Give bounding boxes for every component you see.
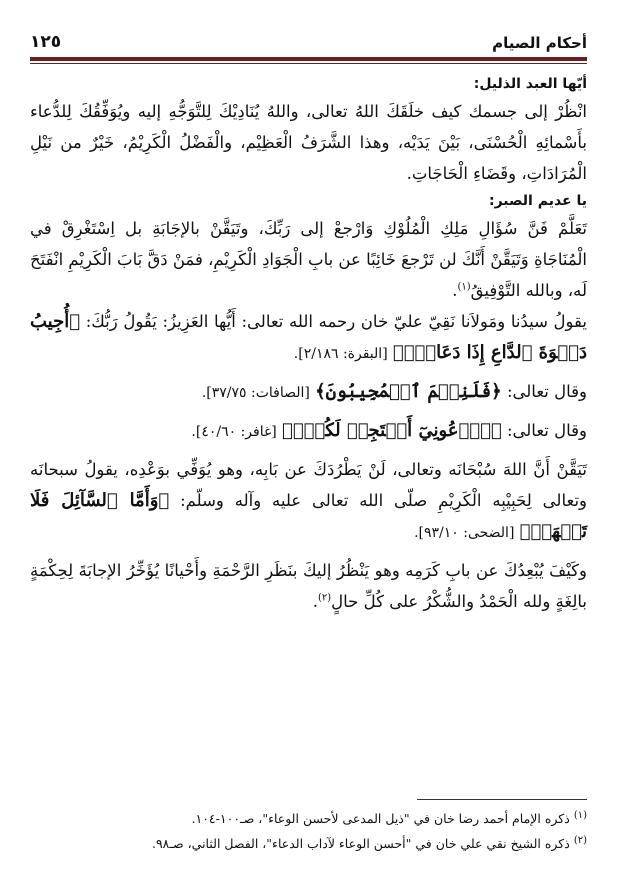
page-header xyxy=(30,22,587,52)
verse-reference-ghafir: [غافر: ٤٠/٦٠]. xyxy=(191,424,277,440)
quran-verse-duha: ﴿وَأَمَّا ٱلسَّآئِلَ فَلَا تَنۡهَرۡ﴾ xyxy=(30,490,587,542)
header-rule-thick xyxy=(30,57,587,61)
section-heading-2: يا عديم الصبر: xyxy=(488,193,587,209)
quran-verse-ghafir: ﴿ٱدۡعُونِيٓ أَسۡتَجِبۡ لَكُمۡۚ﴾ xyxy=(282,420,502,441)
paragraph-7-text: وكَيْفَ يُبْعِدُكَ عن بابِ كَرَمِه وهو يَنْظُرُ إليكَ بنَظَرِ الرَّحْمَةِ وأَحْيانًا يُؤَخِّرُ الإجابَةَ لِحِكْمَةٍ بالِغَةٍ ولله الْحَمْدُ والشُّكْرُ على كُلِّ حالٍ xyxy=(30,561,587,611)
paragraph-5 xyxy=(30,415,587,448)
verse-reference-baqarah: [البقرة: ٢/١٨٦]. xyxy=(293,346,388,362)
verse-reference-saffat: [الصافات: ٣٧/٧٥]. xyxy=(201,385,310,401)
paragraph-5-text: وقال تعالى: xyxy=(506,421,587,440)
footnotes xyxy=(30,806,587,856)
paragraph-7 xyxy=(30,555,587,617)
paragraph-2-text: تَعَلَّمْ فَنَّ سُؤَالِ مَلِكِ الْمُلُوْكِ وَارْجعْ إلى رَبِّكَ، وتَيَقَّنْ بالإجَابَةِ بل اِسْتَغْرِقْ في الْمُنَاجَاةِ وَتَيَقَّنْ أَنَّكَ لن تَرْجعَ خَائِبًا عن بابِ الْجَوَادِ الْكَرِيْمِ، فمَنْ دَقَّ بَابَ الْكَرِيْمِ انْفَتَحَ لَه، وبالله التَّوْفِيقُ xyxy=(30,219,587,300)
section-heading-1: أيّها العبد الذليل: xyxy=(473,76,587,92)
quran-verse-baqarah: ﴿أُجِيبُ دَعۡوَةَ ٱلدَّاعِ إِذَا دَعَانِۖ﴾ xyxy=(30,311,587,363)
page-number: ١٢٥ xyxy=(30,32,62,52)
paragraph-6 xyxy=(30,454,587,549)
paragraph-3-text: يقولُ سيدُنا ومَولاَنا نَقِيّ عليّ خان رحمه الله تعالى: أَيُّها العَزِيزُ: يَقُولُ رَبُّكَ: xyxy=(85,312,588,331)
paragraph-1: انْظُرْ إلى جسمك كيف خلَقَكَ اللهُ تعالى، واللهُ يُنَادِيْكَ لِلتَّوَجُّهِ إليه ويُوَفِّقُكَ لِلدُّعاء بأَسْمائِهِ الْحُسْنَى، بَيْنَ يَدَيْه، وهذا الشَّرَفُ الْعَظِيْم، والْفَضْلُ الْكَرِيْمُ، خَيْرٌ من نَيْلِ الْمُرَادَاتِ، وقَضَاءِ الْحَاجَاتِ. xyxy=(30,102,587,183)
paragraph-3 xyxy=(30,306,587,370)
paragraph-4 xyxy=(30,376,587,409)
running-title: أحكام الصيام xyxy=(492,34,587,52)
paragraph-4-text: وقال تعالى: xyxy=(506,382,587,401)
paragraph-2: تَعَلَّمْ فَنَّ سُؤَالِ مَلِكِ الْمُلُوْكِ وَارْجعْ إلى رَبِّكَ، وتَيَقَّنْ بالإجَابَةِ بل اِسْتَغْرِقْ في الْمُنَاجَاةِ وَتَيَقَّنْ أَنَّكَ لن تَرْجعَ خَائِبًا عن بابِ الْجَوَادِ الْكَرِيْمِ، فمَنْ دَقَّ بَابَ الْكَرِيْمِ انْفَتَحَ لَه، وبالله التَّوْفِيقُ$^{(١)}$. xyxy=(30,219,587,300)
footnote-1-number: (١) xyxy=(573,809,587,821)
footnote-2-number: (٢) xyxy=(573,834,587,846)
footnote-1-text: ذكره الإمام أحمد رضا خان في "ذيل المدعى لأحسن الوعاء"، صـ١٠٠-١٠٤. xyxy=(191,811,570,826)
footnote-2 xyxy=(30,831,587,856)
body-text xyxy=(30,72,587,617)
paragraph-6-text: تَيَقَّنْ أَنَّ اللهَ سُبْحَانَه وتعالى، لَنْ يَطْرُدَكَ عن بَابِه، وهو يُوَفِّي بوَعْدِه، يقولُ سبحانَه وتعالى لِحَبِيْبِه الْكَرِيْمِ صلّى الله تعالى عليه وآله وسلّم: xyxy=(30,460,588,510)
footnote-marker-2[interactable]: (٢) xyxy=(317,592,332,604)
paragraph-7-end: . xyxy=(312,592,318,611)
verse-reference-duha: [الضحى: ٩٣/١٠]. xyxy=(414,525,515,541)
footnote-separator xyxy=(417,799,587,800)
quran-verse-saffat: ﴿فَلَنِعۡمَ ٱلۡمُجِيبُونَ﴾ xyxy=(315,381,502,402)
footnote-1 xyxy=(30,806,587,831)
header-rule-thin xyxy=(30,63,587,64)
footnote-marker-1[interactable]: (١) xyxy=(457,281,471,293)
footnote-2-text: ذكره الشيخ نقي علي خان في "أحسن الوعاء لآداب الدعاء"، الفصل الثاني، صـ٩٨. xyxy=(151,836,570,851)
